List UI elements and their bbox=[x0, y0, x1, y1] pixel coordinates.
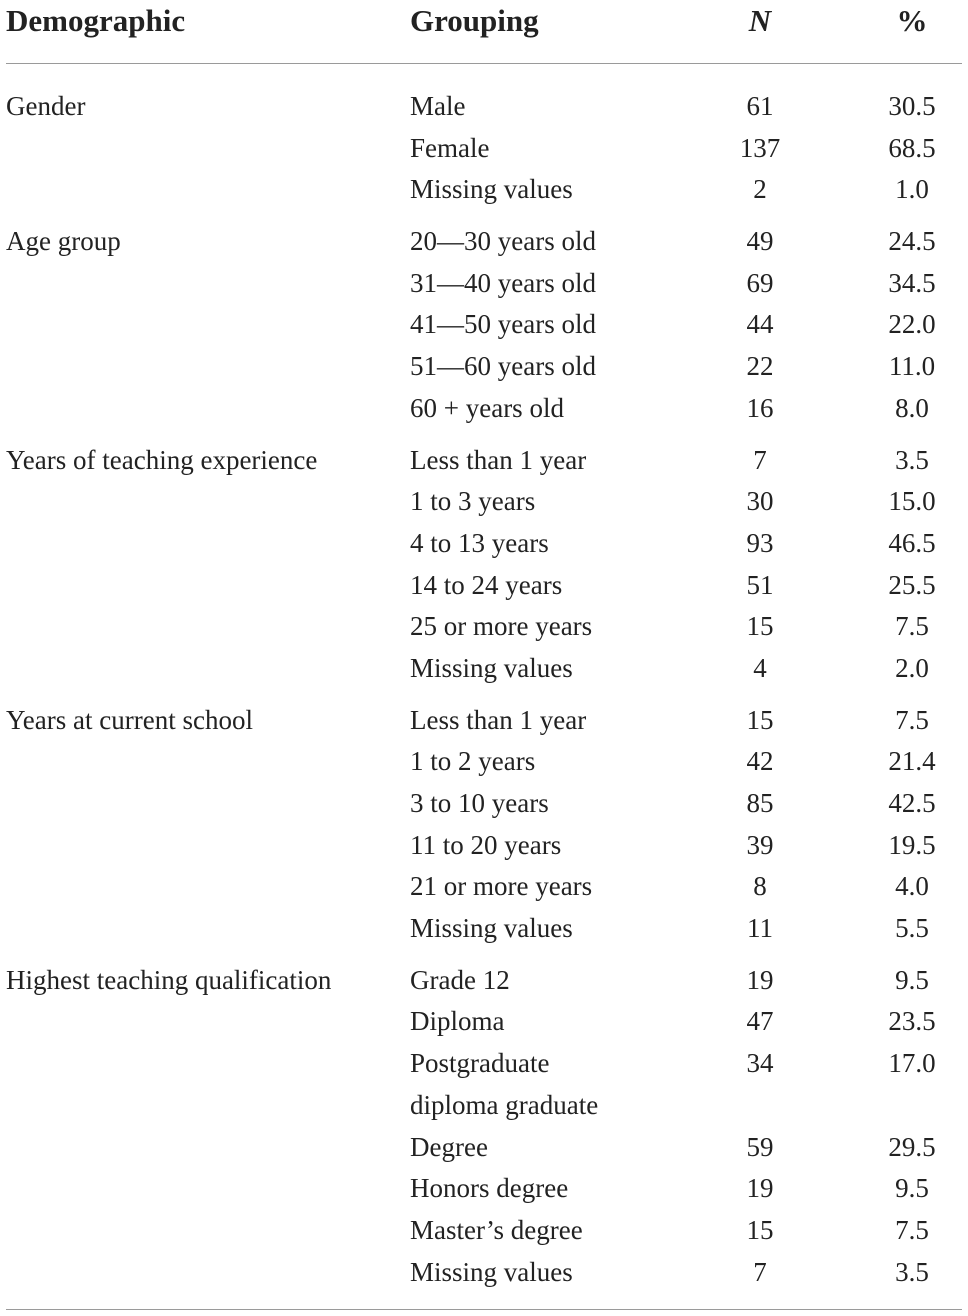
table-row bbox=[0, 1043, 968, 1126]
n-cell: 15 bbox=[746, 1214, 774, 1245]
grouping-cell: 41—50 years old bbox=[410, 309, 596, 340]
percent-cell: 24.5 bbox=[888, 226, 936, 257]
n-cell: 34 bbox=[746, 1048, 774, 1079]
n-cell: 15 bbox=[746, 704, 774, 735]
table-row bbox=[0, 440, 968, 482]
table-row bbox=[0, 169, 968, 211]
percent-cell: 9.5 bbox=[895, 964, 929, 995]
n-cell: 2 bbox=[753, 174, 767, 205]
n-cell: 47 bbox=[746, 1006, 774, 1037]
table-row bbox=[0, 523, 968, 565]
table-row bbox=[0, 700, 968, 742]
grouping-cell: 4 to 13 years bbox=[410, 527, 549, 558]
grouping-cell: 14 to 24 years bbox=[410, 569, 563, 600]
table-group bbox=[0, 221, 968, 429]
n-cell: 61 bbox=[746, 91, 774, 121]
table-row bbox=[0, 1001, 968, 1043]
demographic-cell: Highest teaching qualification bbox=[6, 964, 332, 995]
percent-cell: 21.4 bbox=[888, 746, 936, 777]
n-cell: 59 bbox=[746, 1131, 774, 1162]
table-row bbox=[0, 783, 968, 825]
n-cell: 19 bbox=[746, 964, 774, 995]
table-row bbox=[0, 481, 968, 523]
grouping-cell: 1 to 2 years bbox=[410, 746, 536, 777]
table-row bbox=[0, 346, 968, 388]
grouping-cell: 3 to 10 years bbox=[410, 788, 549, 818]
percent-cell: 46.5 bbox=[888, 527, 936, 558]
table-row bbox=[0, 565, 968, 607]
grouping-cell: Less than 1 year bbox=[410, 444, 587, 475]
header-percent: % bbox=[896, 3, 928, 38]
n-cell: 49 bbox=[746, 226, 774, 257]
percent-cell: 25.5 bbox=[888, 569, 936, 600]
n-cell: 39 bbox=[746, 829, 774, 860]
grouping-cell: Missing values bbox=[410, 174, 573, 205]
grouping-cell: Diploma bbox=[410, 1006, 505, 1037]
n-cell: 42 bbox=[746, 746, 774, 777]
table-header-row bbox=[0, 0, 968, 62]
percent-cell: 19.5 bbox=[888, 829, 936, 860]
table-row bbox=[0, 648, 968, 690]
grouping-cell: 25 or more years bbox=[410, 611, 593, 642]
grouping-cell: Missing values bbox=[410, 913, 573, 944]
table-row bbox=[0, 86, 968, 128]
table-row bbox=[0, 825, 968, 867]
table-row bbox=[0, 1168, 968, 1210]
n-cell: 11 bbox=[747, 913, 773, 944]
n-cell: 137 bbox=[739, 132, 781, 163]
grouping-cell: Less than 1 year bbox=[410, 704, 587, 735]
table-row bbox=[0, 1127, 968, 1169]
percent-cell: 2.0 bbox=[895, 652, 929, 683]
header-divider bbox=[6, 63, 962, 64]
n-cell: 7 bbox=[753, 444, 767, 475]
table-row bbox=[0, 388, 968, 430]
percent-cell: 7.5 bbox=[895, 611, 929, 642]
percent-cell: 7.5 bbox=[895, 1214, 929, 1245]
grouping-cell: 11 to 20 years bbox=[410, 829, 562, 860]
table-body bbox=[0, 86, 968, 1303]
percent-cell: 17.0 bbox=[888, 1048, 936, 1079]
grouping-cell: Male bbox=[410, 91, 466, 121]
grouping-cell: Female bbox=[410, 132, 490, 163]
table-row bbox=[0, 908, 968, 950]
percent-cell: 5.5 bbox=[895, 913, 929, 944]
n-cell: 7 bbox=[753, 1256, 767, 1287]
header-n: N bbox=[748, 3, 772, 38]
percent-cell: 23.5 bbox=[888, 1006, 936, 1037]
table-row bbox=[0, 866, 968, 908]
table-group bbox=[0, 700, 968, 950]
grouping-cell: 51—60 years old bbox=[410, 351, 596, 382]
table-row bbox=[0, 960, 968, 1002]
percent-cell: 4.0 bbox=[895, 871, 929, 902]
table-row bbox=[0, 606, 968, 648]
percent-cell: 15.0 bbox=[888, 486, 936, 517]
grouping-cell: Grade 12 bbox=[410, 964, 510, 995]
grouping-cell: 31—40 years old bbox=[410, 267, 596, 298]
grouping-cell: Postgraduate diploma graduate bbox=[410, 1048, 599, 1120]
table-bottom-rule bbox=[6, 1309, 962, 1310]
table-row bbox=[0, 263, 968, 305]
percent-cell: 3.5 bbox=[895, 1256, 929, 1287]
demographic-cell: Years of teaching experience bbox=[6, 444, 318, 475]
percent-cell: 22.0 bbox=[888, 309, 936, 340]
grouping-cell: Missing values bbox=[410, 652, 573, 683]
n-cell: 44 bbox=[746, 309, 774, 340]
n-cell: 93 bbox=[746, 527, 774, 558]
table-row bbox=[0, 741, 968, 783]
table-row bbox=[0, 1252, 968, 1294]
header-grouping: Grouping bbox=[410, 3, 539, 38]
header-demographic: Demographic bbox=[6, 3, 186, 38]
percent-cell: 11.0 bbox=[888, 351, 936, 382]
grouping-cell: Missing values bbox=[410, 1256, 573, 1287]
grouping-cell: Master’s degree bbox=[410, 1214, 583, 1245]
n-cell: 15 bbox=[746, 611, 774, 642]
n-cell: 22 bbox=[746, 351, 774, 382]
table-row bbox=[0, 304, 968, 346]
percent-cell: 8.0 bbox=[895, 392, 929, 423]
grouping-cell: Honors degree bbox=[410, 1173, 569, 1204]
percent-cell: 68.5 bbox=[888, 132, 936, 163]
grouping-cell: Degree bbox=[410, 1131, 488, 1162]
percent-cell: 30.5 bbox=[888, 91, 936, 121]
percent-cell: 7.5 bbox=[895, 704, 929, 735]
percent-cell: 1.0 bbox=[895, 174, 929, 205]
percent-cell: 42.5 bbox=[888, 788, 936, 818]
demographic-cell: Age group bbox=[6, 226, 121, 257]
n-cell: 69 bbox=[746, 267, 774, 298]
n-cell: 85 bbox=[746, 788, 774, 818]
demographic-cell: Years at current school bbox=[6, 704, 253, 735]
table-row bbox=[0, 221, 968, 263]
n-cell: 16 bbox=[746, 392, 774, 423]
table-row bbox=[0, 1210, 968, 1252]
table-group bbox=[0, 86, 968, 211]
n-cell: 51 bbox=[746, 569, 774, 600]
demographic-cell: Gender bbox=[6, 91, 86, 121]
table-row bbox=[0, 128, 968, 170]
percent-cell: 29.5 bbox=[888, 1131, 936, 1162]
percent-cell: 9.5 bbox=[895, 1173, 929, 1204]
grouping-cell: 1 to 3 years bbox=[410, 486, 536, 517]
table-group bbox=[0, 960, 968, 1294]
n-cell: 8 bbox=[753, 871, 767, 902]
table-group bbox=[0, 440, 968, 690]
n-cell: 30 bbox=[746, 486, 774, 517]
percent-cell: 3.5 bbox=[895, 444, 929, 475]
grouping-cell: 21 or more years bbox=[410, 871, 593, 902]
n-cell: 4 bbox=[753, 652, 767, 683]
grouping-cell: 20—30 years old bbox=[410, 226, 596, 257]
percent-cell: 34.5 bbox=[888, 267, 936, 298]
grouping-cell: 60 + years old bbox=[410, 392, 564, 423]
n-cell: 19 bbox=[746, 1173, 774, 1204]
